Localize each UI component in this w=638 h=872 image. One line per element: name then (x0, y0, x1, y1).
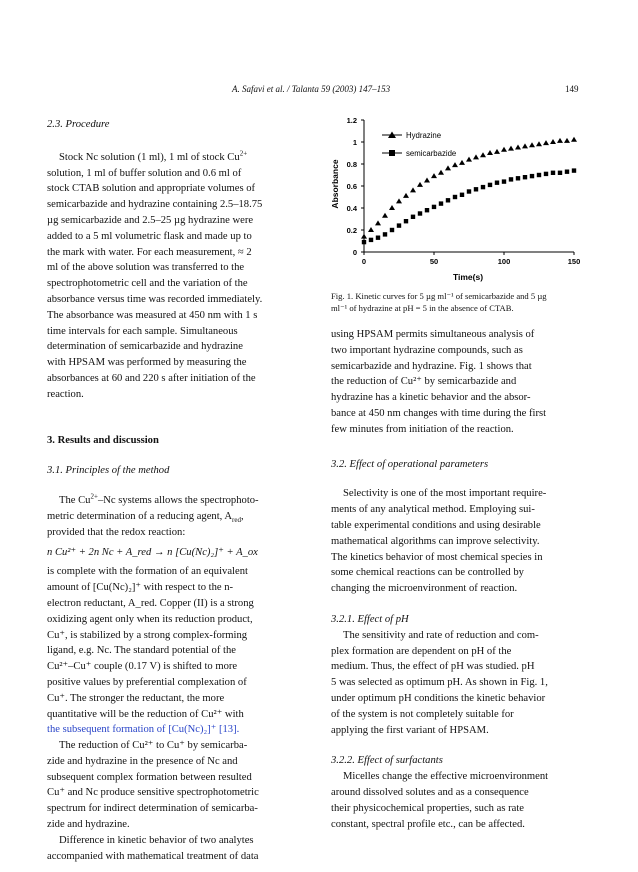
y-tick-label: 1 (352, 138, 357, 147)
section-3-heading: 3. Results and discussion (47, 434, 159, 446)
semicarbazide-point (383, 232, 387, 236)
text-line: constant, spectral profile etc., can be affected. (331, 818, 525, 830)
semicarbazide-point (509, 177, 513, 181)
text-line: some chemical reactions can be controlled by (331, 567, 524, 579)
semicarbazide-point (362, 240, 366, 244)
text-line: quantitative will be the reduction of Cu²⁺ with (47, 708, 244, 720)
hydrazine-point (550, 139, 556, 144)
journal-reference: A. Safavi et al. / Talanta 59 (2003) 147–153 (232, 84, 391, 94)
hydrazine-point (522, 143, 528, 148)
hydrazine-point (487, 150, 493, 155)
procedure-line: µg semicarbazide and 2.5–25 µg hydrazine were (47, 214, 254, 226)
hydrazine-point (557, 138, 563, 143)
hydrazine-point (466, 157, 472, 162)
hydrazine-point (480, 152, 486, 157)
caption-line: Fig. 1. Kinetic curves for 5 µg ml⁻¹ of semicarbazide and 5 µg (331, 291, 547, 301)
text-line: electron reductant, A_red. Copper (II) is a strong (47, 597, 254, 609)
procedure-line: absorbance versus time was recorded immediately. (47, 293, 263, 305)
legend-label-hydrazine: Hydrazine (406, 131, 442, 140)
procedure-line: The absorbance was measured at 450 nm with 1 s (47, 309, 258, 321)
hydrazine-point (543, 140, 549, 145)
procedure-line: added to a 5 ml volumetric flask and made up to (47, 230, 252, 242)
hydrazine-point (417, 182, 423, 187)
text-line: ligand, e.g. Nc. The standard potential of the (47, 645, 236, 657)
text-line: the reduction of Cu²⁺ by semicarbazide and (331, 376, 517, 388)
text-line: Cu⁺. The stronger the reductant, the more (47, 692, 225, 704)
semicarbazide-point (558, 171, 562, 175)
procedure-line: absorbances at 60 and 220 s after initiation of the (47, 372, 256, 384)
semicarbazide-point (530, 174, 534, 178)
text-line: plex formation are dependent on pH of the (331, 645, 512, 657)
hydrazine-point (515, 145, 521, 150)
page-number: 149 (565, 84, 579, 94)
hydrazine-point (438, 170, 444, 175)
left-column (47, 117, 302, 864)
procedure-line: reaction. (47, 388, 84, 400)
text-line: applying the first variant of HPSAM. (331, 724, 489, 736)
text-line-with-reference-link[interactable]: the subsequent formation of [Cu(Nc)₂]⁺ [13]. (47, 724, 240, 736)
semicarbazide-point (474, 187, 478, 191)
y-tick-label: 0 (352, 248, 357, 257)
y-tick-label: 0.8 (346, 160, 357, 169)
semicarbazide-point (411, 215, 415, 219)
section-2-3-heading: 2.3. Procedure (47, 119, 110, 130)
hydrazine-point (382, 213, 388, 218)
y-tick-label: 0.2 (346, 226, 357, 235)
selectivity-paragraph (331, 486, 590, 597)
hpsam-paragraph (331, 327, 590, 438)
procedure-line: time intervals for each sample. Simultaneous (47, 325, 238, 337)
semicarbazide-point (544, 172, 548, 176)
text-line: few minutes from initiation of the reaction. (331, 423, 514, 435)
text-line: Difference in kinetic behavior of two analytes (59, 834, 254, 846)
text-line: is complete with the formation of an equivalent (47, 566, 248, 578)
semicarbazide-point (481, 185, 485, 189)
hydrazine-point (564, 138, 570, 143)
text-line: The sensitivity and rate of reduction and com- (343, 629, 539, 641)
text-line: of the system is not completely suitable for (331, 708, 514, 720)
principles-paragraph: The $Cu^{2+}-Nc$ systems allows the spectrophoto- metric determination of a reducing agent, $A_{red}$, provided that the redox reaction: (47, 493, 302, 540)
semicarbazide-point (369, 238, 373, 242)
procedure-line: stock CTAB solution and appropriate volumes of (47, 183, 256, 195)
text-line: Cu²⁺–Cu⁺ couple (0.17 V) is shifted to more (47, 661, 238, 673)
x-tick-label: 100 (497, 257, 511, 266)
text-line: oxidizing agent only when its reduction product, (47, 613, 253, 625)
right-column (331, 291, 590, 832)
hydrazine-point (431, 173, 437, 178)
semicarbazide-point (467, 189, 471, 193)
figure-caption (331, 291, 590, 314)
semicarbazide-point (453, 195, 457, 199)
hydrazine-point (501, 147, 507, 152)
procedure-line: semicarbazide and hydrazine containing 2.5–18.75 (47, 199, 263, 211)
x-tick-label: 0 (361, 257, 367, 266)
principles-text: provided that the redox reaction: (47, 526, 186, 538)
hydrazine-point (508, 146, 514, 151)
semicarbazide-point (537, 173, 541, 177)
semicarbazide-point (460, 193, 464, 197)
after-equation-paragraph (47, 564, 302, 738)
x-tick-label: 50 (429, 257, 439, 266)
text-line: spectrum for indirect determination of semicarba- (47, 803, 258, 815)
text-line: hydrazine has a kinetic behavior and the absor- (331, 392, 531, 404)
surfactant-paragraph (331, 769, 590, 832)
text-line: ments of any analytical method. Employing sui- (331, 504, 535, 516)
hydrazine-point (452, 162, 458, 167)
text-line: The reduction of Cu²⁺ to Cu⁺ by semicarba- (59, 740, 248, 752)
hydrazine-point (445, 165, 451, 170)
semicarbazide-point (516, 176, 520, 180)
procedure-line: with HPSAM was performed by measuring the (47, 357, 247, 369)
text-line: amount of [Cu(Nc)₂]⁺ with respect to the n- (47, 582, 234, 594)
text-line: Cu⁺ and Nc produce sensitive spectrophotometric (47, 787, 259, 799)
semicarbazide-point (404, 219, 408, 223)
text-line: mathematical algorithms can improve selectivity. (331, 535, 540, 547)
principles-text: –Nc systems allows the spectrophoto- (97, 495, 259, 507)
procedure-line: solution, 1 ml of buffer solution and 0.6 ml of (47, 167, 242, 179)
text-line: under optimum pH conditions the kinetic behavior (331, 692, 546, 704)
text-line: accompanied with mathematical treatment of data (47, 850, 259, 862)
procedure-paragraph: Stock Nc solution (1 ml), 1 ml of stock $Cu^{2+}$ solution, 1 ml of buffer solution and 0.6 ml of stock CTAB solution and appropriate volumes of semicarbazide and hydrazine containing 2.5–18.75 µg semicarbazide and 2.5–25 µg hydrazine were added to a 5 ml volumetric flask and made up to the mark with water. For each measurement, ≈ 2 ml of the above solution was transferred to the spectrophotometric cell and the variation of the absorbance versus time was recorded immediately. The absorbance was measured at 450 nm with 1 s time intervals for each sample. Simultaneous determination of semicarbazide and hydrazine with HPSAM was performed by measuring the absorbances at 60 and 220 s after initiation of the reaction. (47, 150, 302, 403)
text-line-with-figure-link[interactable]: semicarbazide and hydrazine. Fig. 1 shows that (331, 360, 532, 372)
hydrazine-point (424, 178, 430, 183)
text-line: two important hydrazine compounds, such as (331, 344, 523, 356)
hydrazine-point (529, 142, 535, 147)
semicarbazide-point (397, 223, 401, 227)
x-axis-label: Time(s) (452, 272, 484, 282)
legend-square-icon (389, 150, 395, 156)
procedure-line: Stock Nc solution (1 ml), 1 ml of stock Cu (59, 151, 240, 163)
semicarbazide-point (418, 211, 422, 215)
text-line: changing the microenvironment of reaction. (331, 583, 518, 595)
text-line: Cu⁺, is stabilized by a strong complex-forming (47, 629, 248, 641)
ph-paragraph (331, 628, 590, 739)
semicarbazide-point (551, 171, 555, 175)
principles-text: The Cu (59, 495, 91, 507)
kinetic-curves-chart (312, 110, 602, 288)
section-3-2-2-heading: 3.2.2. Effect of surfactants (331, 755, 443, 767)
y-tick-label: 1.2 (346, 116, 357, 125)
caption-line: ml⁻¹ of hydrazine at pH = 5 in the absence of CTAB. (331, 302, 514, 313)
semicarbazide-point (502, 179, 506, 183)
section-3-1-heading: 3.1. Principles of the method (47, 465, 170, 477)
x-tick-label: 150 (567, 257, 581, 266)
semicarbazide-point (432, 205, 436, 209)
text-line: The kinetics behavior of most chemical species in (331, 551, 543, 563)
y-tick-label: 0.6 (346, 182, 357, 191)
procedure-line: the mark with water. For each measurement, ≈ 2 (47, 246, 252, 258)
semicarbazide-point (572, 168, 576, 172)
redox-equation: n Cu²⁺ + 2n Nc + A_red → n [Cu(Nc)₂]⁺ + A_ox (47, 546, 258, 558)
hydrazine-point (403, 193, 409, 198)
semicarbazide-point (446, 198, 450, 202)
semicarbazide-point (565, 170, 569, 174)
y-axis (347, 116, 364, 257)
text-line: positive values by preferential complexation of (47, 676, 247, 688)
section-3-2-heading: 3.2. Effect of operational parameters (331, 458, 489, 470)
semicarbazide-point (495, 181, 499, 185)
hydrazine-point (361, 234, 367, 239)
text-line: Micelles change the effective microenvironment (343, 771, 549, 783)
hydrazine-point (375, 220, 381, 225)
text-line: using HPSAM permits simultaneous analysis of (331, 329, 535, 340)
section-3-2-1-heading: 3.2.1. Effect of pH (331, 613, 409, 625)
procedure-line: ml of the above solution was transferred to the (47, 262, 245, 274)
hydrazine-point (494, 149, 500, 154)
hydrazine-point (368, 227, 374, 232)
semicarbazide-point (390, 228, 394, 232)
text-line: subsequent complex formation between resulted (47, 771, 252, 783)
procedure-line: determination of semicarbazide and hydrazine (47, 341, 243, 353)
x-axis (362, 252, 580, 266)
hydrazine-point (396, 198, 402, 203)
hydrazine-point (571, 137, 577, 142)
semicarbazide-point (376, 236, 380, 240)
text-line: bance at 450 nm changes with time during the first (331, 407, 547, 419)
legend (382, 131, 456, 158)
text-line: medium. Thus, the effect of pH was studied. pH (331, 661, 535, 673)
hydrazine-point (410, 187, 416, 192)
semicarbazide-point (439, 201, 443, 205)
reduction-paragraph (47, 738, 302, 833)
hydrazine-point (473, 154, 479, 159)
text-line: zide and hydrazine in the presence of Nc and (47, 755, 238, 767)
semicarbazide-point (425, 208, 429, 212)
y-axis-label: Absorbance (330, 159, 340, 209)
text-line: their physicochemical properties, such as rate (331, 802, 524, 814)
text-line-with-figure-link[interactable]: 5 was selected as optimum pH. As shown in Fig. 1, (331, 677, 548, 689)
text-line: Selectivity is one of the most important require- (343, 488, 547, 500)
text-line: zide and hydrazine. (47, 819, 130, 831)
hydrazine-point (389, 205, 395, 210)
semicarbazide-point (488, 183, 492, 187)
semicarbazide-point (523, 175, 527, 179)
hydrazine-point (459, 160, 465, 165)
procedure-line: spectrophotometric cell and the variation of the (47, 278, 248, 290)
hydrazine-point (536, 141, 542, 146)
principles-text: metric determination of a reducing agent, A (47, 510, 233, 522)
y-tick-label: 0.4 (346, 204, 357, 213)
text-line: table experimental conditions and using desirable (331, 519, 541, 531)
text-line: around dissolved solutes and as a consequence (331, 786, 529, 798)
legend-label-semicarbazide: semicarbazide (406, 149, 457, 158)
